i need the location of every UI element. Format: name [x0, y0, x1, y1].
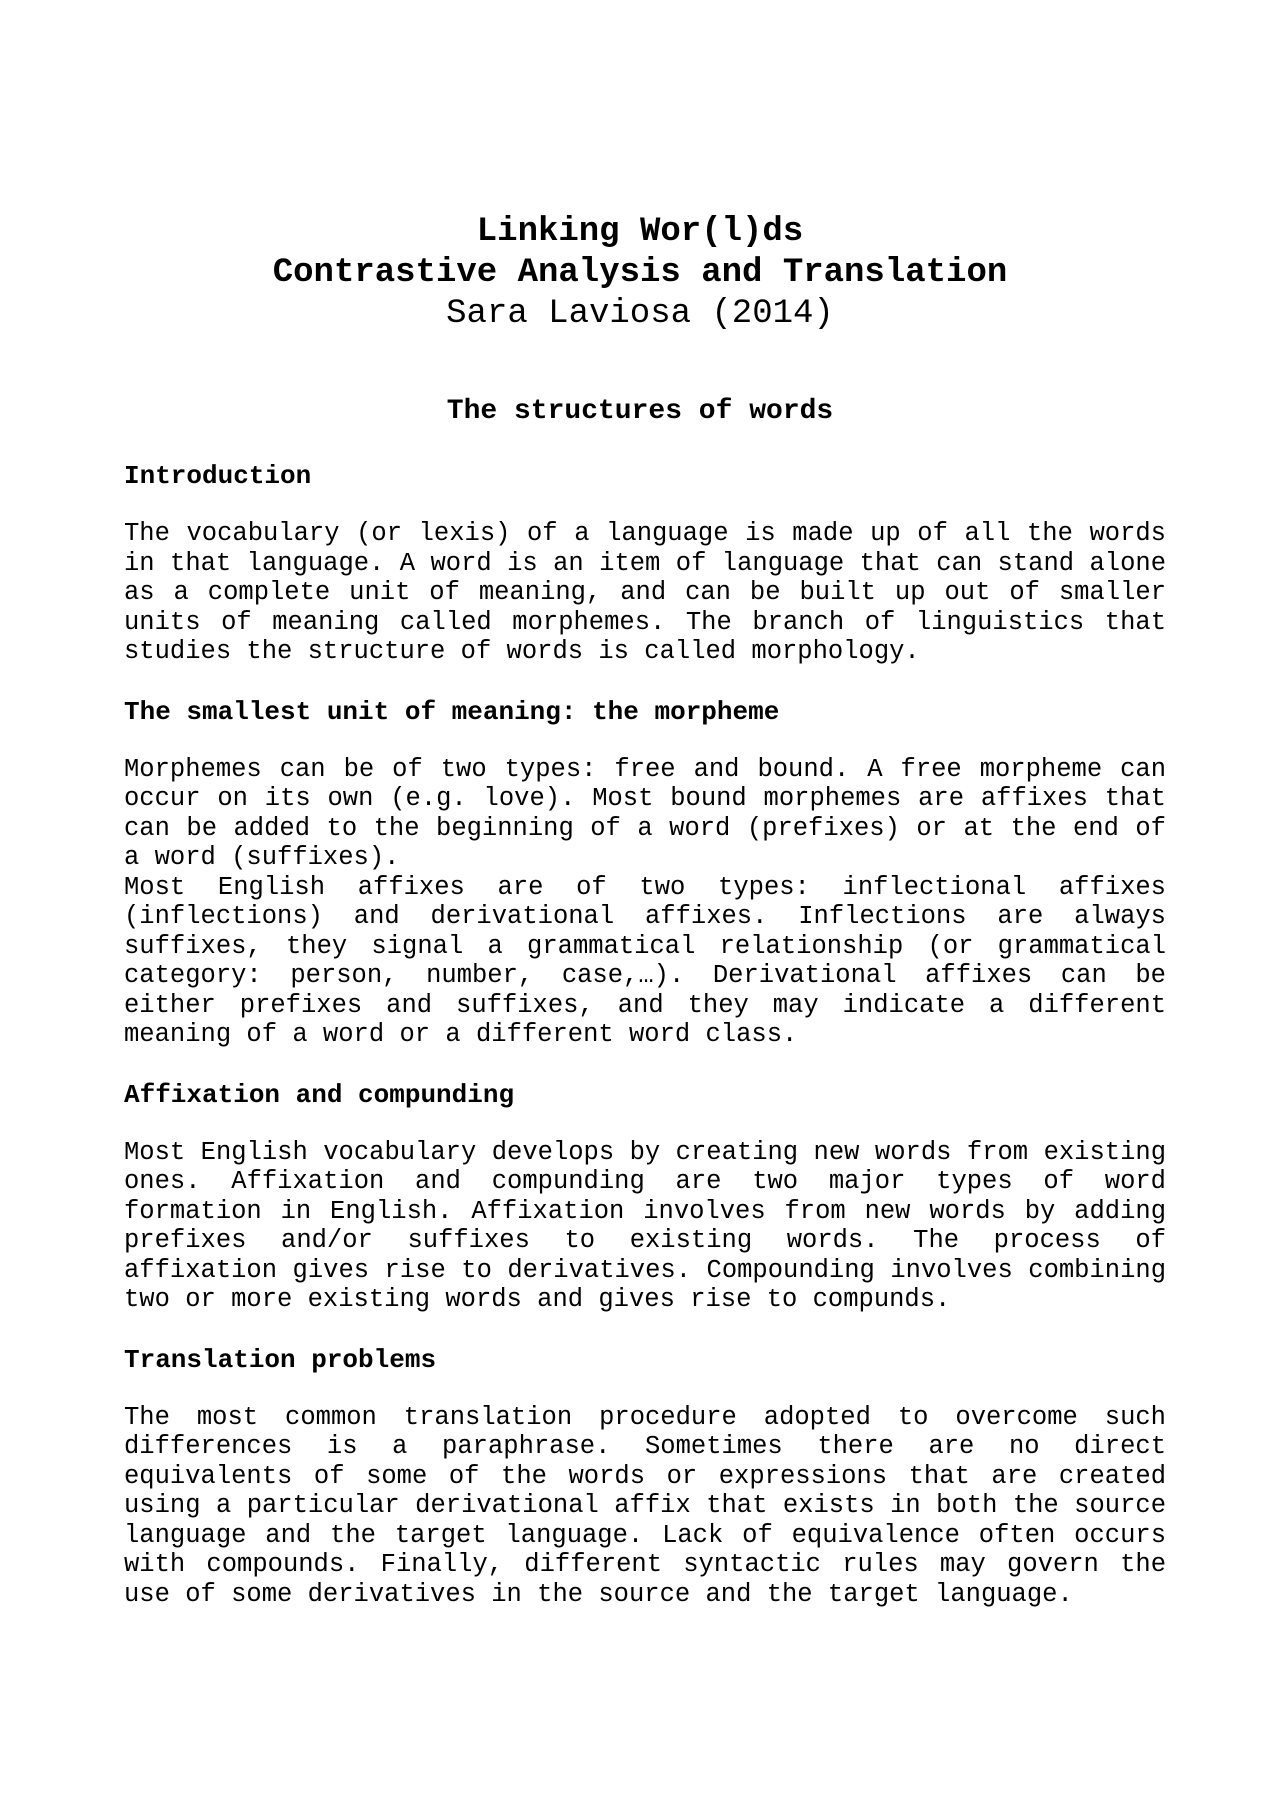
section-introduction	[124, 460, 1166, 667]
section-heading: Affixation and compunding	[124, 1079, 515, 1110]
section-heading: Introduction	[124, 461, 312, 491]
chapter-title: The structures of words	[446, 396, 834, 427]
paragraph: The vocabulary (or lexis) of a language is made up of all the words in that language. A word is an item of language that can stand alone as a complete unit of meaning, and can be built up out of smaller units of meaning called morphemes. The branch of linguistics that studies the structure of words is called morphology.	[124, 519, 1166, 666]
section-morpheme	[124, 696, 1166, 1050]
section-heading: Translation problems	[124, 1344, 437, 1375]
title-block	[0, 212, 1280, 335]
document-body	[124, 460, 1166, 1638]
document-title: Linking Wor(l)ds	[476, 213, 804, 251]
paragraph: Morphemes can be of two types: free and bound. A free morpheme can occur on its own (e.g. love). Most bound morphemes are affixes that can be added to the beginning of a word (prefixes) or at the end of a word (suffixes).	[124, 754, 1166, 872]
section-heading: The smallest unit of meaning: the morpheme	[124, 696, 780, 727]
document-subtitle-line: Contrastive Analysis and Translation	[272, 254, 1008, 292]
author-line: Sara Laviosa (2014)	[446, 295, 834, 333]
paragraph: The most common translation procedure adopted to overcome such differences is a paraphrase. Sometimes there are no direct equivalents of some of the words or expressions that are created using a particular derivational affix that exists in both the source language and the target language. Lack of equivalence often occurs with compounds. Finally, different syntactic rules may govern the use of some derivatives in the source and the target language.	[124, 1402, 1166, 1609]
paragraph: Most English affixes are of two types: inflectional affixes (inflections) and derivational affixes. Inflections are always suffixes, they signal a grammatical relationship (or grammatical category: person, number, case,…). Derivational affixes can be either prefixes and suffixes, and they may indicate a different meaning of a word or a different word class.	[124, 872, 1166, 1049]
section-affixation	[124, 1079, 1166, 1315]
paragraph: Most English vocabulary develops by creating new words from existing ones. Affixation and compunding are two major types of word formation in English. Affixation involves from new words by adding prefixes and/or suffixes to existing words. The process of affixation gives rise to derivatives. Compounding involves combining two or more existing words and gives rise to compunds.	[124, 1137, 1166, 1314]
section-translation-problems	[124, 1344, 1166, 1610]
